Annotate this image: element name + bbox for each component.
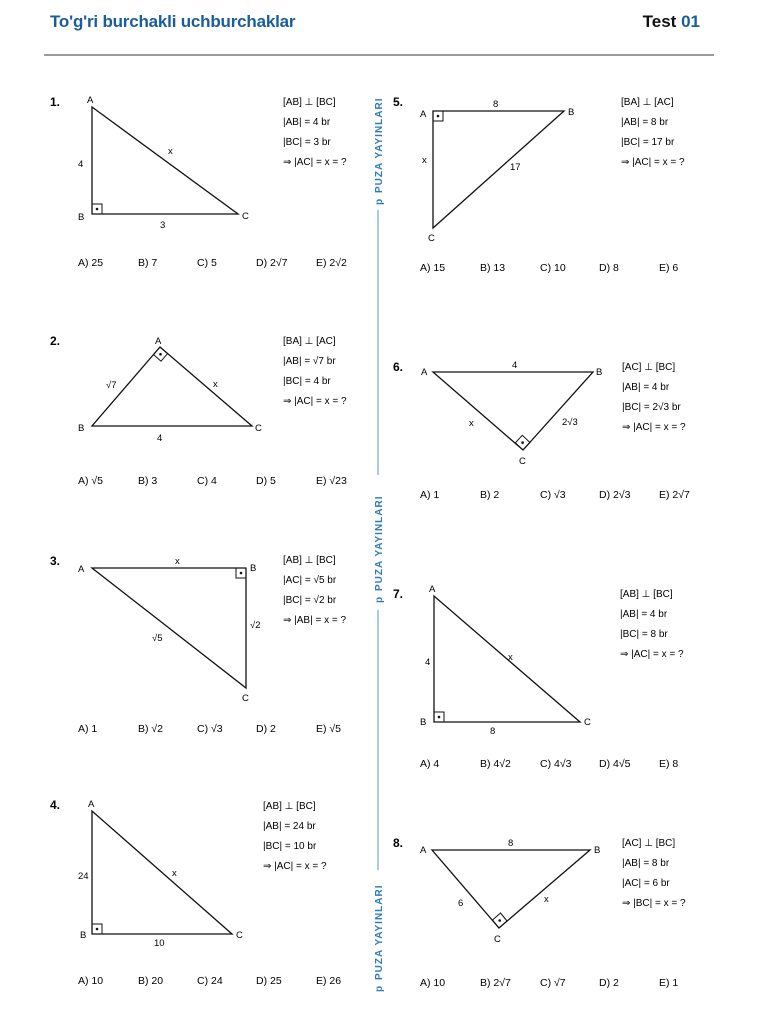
side-label: x — [469, 418, 474, 429]
test-number: 01 — [681, 12, 700, 31]
given-line: [AB] ⊥ [BC] — [283, 555, 336, 566]
choice-c[interactable]: C) 4√3 — [540, 758, 572, 770]
triangle-figure — [92, 107, 238, 214]
given-line: ⇒ |AC| = x = ? — [622, 422, 686, 433]
given-line: [AB] ⊥ [BC] — [283, 97, 336, 108]
vertex-label: A — [429, 584, 436, 595]
problem-number: 5. — [393, 95, 404, 109]
choice-d[interactable]: D) 2√3 — [599, 489, 631, 501]
choice-a[interactable]: A) 25 — [78, 257, 104, 269]
choice-d[interactable]: D) 2 — [599, 977, 619, 989]
given-line: |BC| = √2 br — [283, 595, 337, 606]
test-label-word: Test — [642, 12, 677, 31]
given-line: |AC| = √5 br — [283, 575, 337, 586]
problem-7 — [393, 584, 684, 770]
given-block — [263, 801, 327, 872]
choice-a[interactable]: A) 1 — [78, 723, 98, 735]
answer-choices — [78, 257, 347, 269]
watermark-text: PUZA YAYINLARI — [374, 884, 385, 980]
given-line: |AB| = 8 br — [621, 117, 669, 128]
choice-e[interactable]: E) 1 — [659, 977, 679, 989]
vertex-label: A — [87, 95, 94, 106]
vertex-label: A — [420, 109, 427, 120]
problem-number: 1. — [50, 95, 61, 109]
given-line: [AB] ⊥ [BC] — [620, 589, 673, 600]
choice-b[interactable]: B) 3 — [138, 475, 158, 487]
vertex-label: A — [88, 799, 95, 810]
given-line: ⇒ |AC| = x = ? — [283, 396, 347, 407]
choice-d[interactable]: D) 8 — [599, 262, 619, 274]
choice-e[interactable]: E) √23 — [316, 475, 347, 487]
given-line: |BC| = 4 br — [283, 376, 331, 387]
side-label: 17 — [510, 162, 521, 173]
given-line: ⇒ |AB| = x = ? — [283, 615, 347, 626]
given-line: |AB| = √7 br — [283, 356, 336, 367]
triangle-figure — [432, 850, 590, 928]
side-label: x — [175, 556, 180, 567]
given-line: |BC| = 2√3 br — [622, 402, 681, 413]
triangle-figure — [92, 811, 232, 934]
triangle-figure — [92, 568, 246, 688]
side-label: 4 — [512, 360, 518, 371]
choice-b[interactable]: B) 7 — [138, 257, 158, 269]
vertex-label: C — [584, 717, 591, 728]
given-line: ⇒ |AC| = x = ? — [263, 861, 327, 872]
given-line: ⇒ |AC| = x = ? — [283, 157, 347, 168]
choice-c[interactable]: C) √3 — [540, 489, 566, 501]
problem-3 — [50, 554, 346, 735]
side-label: x — [422, 155, 427, 166]
choice-c[interactable]: C) 4 — [197, 475, 217, 487]
side-label: √5 — [152, 633, 163, 644]
given-line: ⇒ |AC| = x = ? — [621, 157, 685, 168]
answer-choices — [420, 262, 678, 274]
problem-2 — [50, 334, 347, 487]
watermark-column — [374, 97, 385, 992]
given-block — [620, 589, 684, 660]
choice-b[interactable]: B) √2 — [138, 723, 164, 735]
choice-e[interactable]: E) 8 — [659, 758, 679, 770]
choice-a[interactable]: A) 10 — [420, 977, 446, 989]
given-line: [BA] ⊥ [AC] — [621, 97, 674, 108]
side-label: 4 — [78, 159, 84, 170]
vertex-label: C — [428, 233, 435, 244]
choice-e[interactable]: E) 6 — [659, 262, 679, 274]
side-label: 10 — [154, 938, 165, 949]
given-line: [AC] ⊥ [BC] — [622, 362, 676, 373]
choice-a[interactable]: A) 10 — [78, 975, 104, 987]
vertex-label: B — [78, 423, 85, 434]
given-line: |AB| = 4 br — [283, 117, 331, 128]
answer-choices — [78, 975, 341, 987]
vertex-label: B — [78, 212, 85, 223]
given-line: ⇒ |AC| = x = ? — [620, 649, 684, 660]
problem-number: 2. — [50, 334, 61, 348]
choice-d[interactable]: D) 2√7 — [256, 257, 288, 269]
watermark-logo: p — [374, 595, 385, 603]
choice-d[interactable]: D) 2 — [256, 723, 276, 735]
given-line: [AB] ⊥ [BC] — [263, 801, 316, 812]
watermark-3 — [374, 884, 385, 992]
choice-e[interactable]: E) 2√7 — [659, 489, 690, 501]
vertex-label: C — [519, 456, 526, 467]
vertex-label: B — [250, 563, 257, 574]
side-label: 24 — [78, 871, 89, 882]
choice-d[interactable]: D) 25 — [256, 975, 282, 987]
problem-5 — [393, 95, 685, 274]
choice-b[interactable]: B) 20 — [138, 975, 164, 987]
problem-number: 3. — [50, 554, 61, 568]
watermark-2 — [374, 495, 385, 603]
side-label: x — [544, 894, 549, 905]
side-label: x — [168, 146, 173, 157]
problem-number: 8. — [393, 836, 404, 850]
given-line: |AB| = 8 br — [622, 858, 670, 869]
vertex-label: C — [242, 211, 249, 222]
side-label: 4 — [157, 433, 163, 444]
side-label: √2 — [250, 620, 261, 631]
side-label: x — [172, 868, 177, 879]
watermark-text: PUZA YAYINLARI — [374, 495, 385, 591]
answer-choices — [420, 489, 690, 501]
watermark-logo: p — [374, 984, 385, 992]
answer-choices — [420, 758, 678, 770]
given-line: |BC| = 17 br — [621, 137, 675, 148]
triangle-figure — [434, 596, 580, 722]
choice-c[interactable]: C) 10 — [540, 262, 566, 274]
given-line: |BC| = 8 br — [620, 629, 668, 640]
given-line: |AB| = 4 br — [620, 609, 668, 620]
problem-1 — [50, 95, 347, 269]
triangle-figure — [433, 111, 564, 228]
problem-number: 6. — [393, 360, 404, 374]
choice-c[interactable]: C) √3 — [197, 723, 223, 735]
choice-b[interactable]: B) 2 — [480, 489, 500, 501]
choice-a[interactable]: A) √5 — [78, 475, 104, 487]
vertex-label: B — [80, 930, 87, 941]
answer-choices — [78, 475, 347, 487]
side-label: x — [213, 379, 218, 390]
given-block — [622, 362, 686, 433]
watermark-logo: p — [374, 197, 385, 205]
problem-number: 7. — [393, 587, 404, 601]
side-label: 8 — [493, 99, 499, 110]
vertex-label: C — [255, 423, 262, 434]
vertex-label: A — [420, 845, 427, 856]
side-label: √7 — [106, 380, 117, 391]
choice-b[interactable]: B) 13 — [480, 262, 506, 274]
given-line: |AB| = 4 br — [622, 382, 670, 393]
given-line: ⇒ |BC| = x = ? — [622, 898, 686, 909]
side-label: 6 — [458, 898, 464, 909]
given-block — [621, 97, 685, 168]
vertex-label: B — [420, 717, 427, 728]
choice-c[interactable]: C) √7 — [540, 977, 566, 989]
choice-b[interactable]: B) 2√7 — [480, 977, 511, 989]
vertex-label: C — [236, 930, 243, 941]
choice-e[interactable]: E) 2√2 — [316, 257, 347, 269]
given-block — [283, 555, 346, 626]
choice-e[interactable]: E) √5 — [316, 723, 342, 735]
problem-8 — [393, 836, 686, 989]
side-label: 2√3 — [562, 417, 578, 428]
answer-choices — [78, 723, 341, 735]
given-block — [283, 97, 347, 168]
side-label: 8 — [508, 838, 514, 849]
vertex-label: A — [78, 564, 85, 575]
choice-b[interactable]: B) 4√2 — [480, 758, 511, 770]
choice-e[interactable]: E) 26 — [316, 975, 342, 987]
given-block — [622, 838, 686, 909]
choice-c[interactable]: C) 24 — [197, 975, 223, 987]
vertex-label: C — [242, 693, 249, 704]
side-label: x — [508, 652, 513, 663]
side-label: 8 — [490, 726, 496, 737]
watermark-text: PUZA YAYINLARI — [374, 97, 385, 193]
choice-a[interactable]: A) 1 — [420, 489, 440, 501]
vertex-label: A — [421, 367, 428, 378]
problem-number: 4. — [50, 798, 61, 812]
vertex-label: B — [594, 845, 601, 856]
given-line: |BC| = 10 br — [263, 841, 317, 852]
given-line: [BA] ⊥ [AC] — [283, 336, 336, 347]
page-title: To'g'ri burchakli uchburchaklar — [50, 12, 296, 31]
vertex-label: A — [155, 336, 162, 347]
choice-c[interactable]: C) 5 — [197, 257, 217, 269]
choice-d[interactable]: D) 5 — [256, 475, 276, 487]
choice-d[interactable]: D) 4√5 — [599, 758, 631, 770]
given-line: |BC| = 3 br — [283, 137, 331, 148]
side-label: 3 — [160, 220, 166, 231]
choice-a[interactable]: A) 15 — [420, 262, 446, 274]
vertex-label: C — [494, 934, 501, 945]
given-line: [AC] ⊥ [BC] — [622, 838, 676, 849]
given-line: |AC| = 6 br — [622, 878, 670, 889]
problem-6 — [393, 360, 690, 501]
vertex-label: B — [596, 367, 603, 378]
choice-a[interactable]: A) 4 — [420, 758, 440, 770]
side-label: 4 — [425, 657, 431, 668]
given-line: |AB| = 24 br — [263, 821, 316, 832]
given-block — [283, 336, 347, 407]
triangle-figure — [433, 372, 593, 450]
watermark-1 — [374, 97, 385, 205]
problem-4 — [50, 798, 341, 987]
vertex-label: B — [568, 107, 575, 118]
answer-choices — [420, 977, 678, 989]
